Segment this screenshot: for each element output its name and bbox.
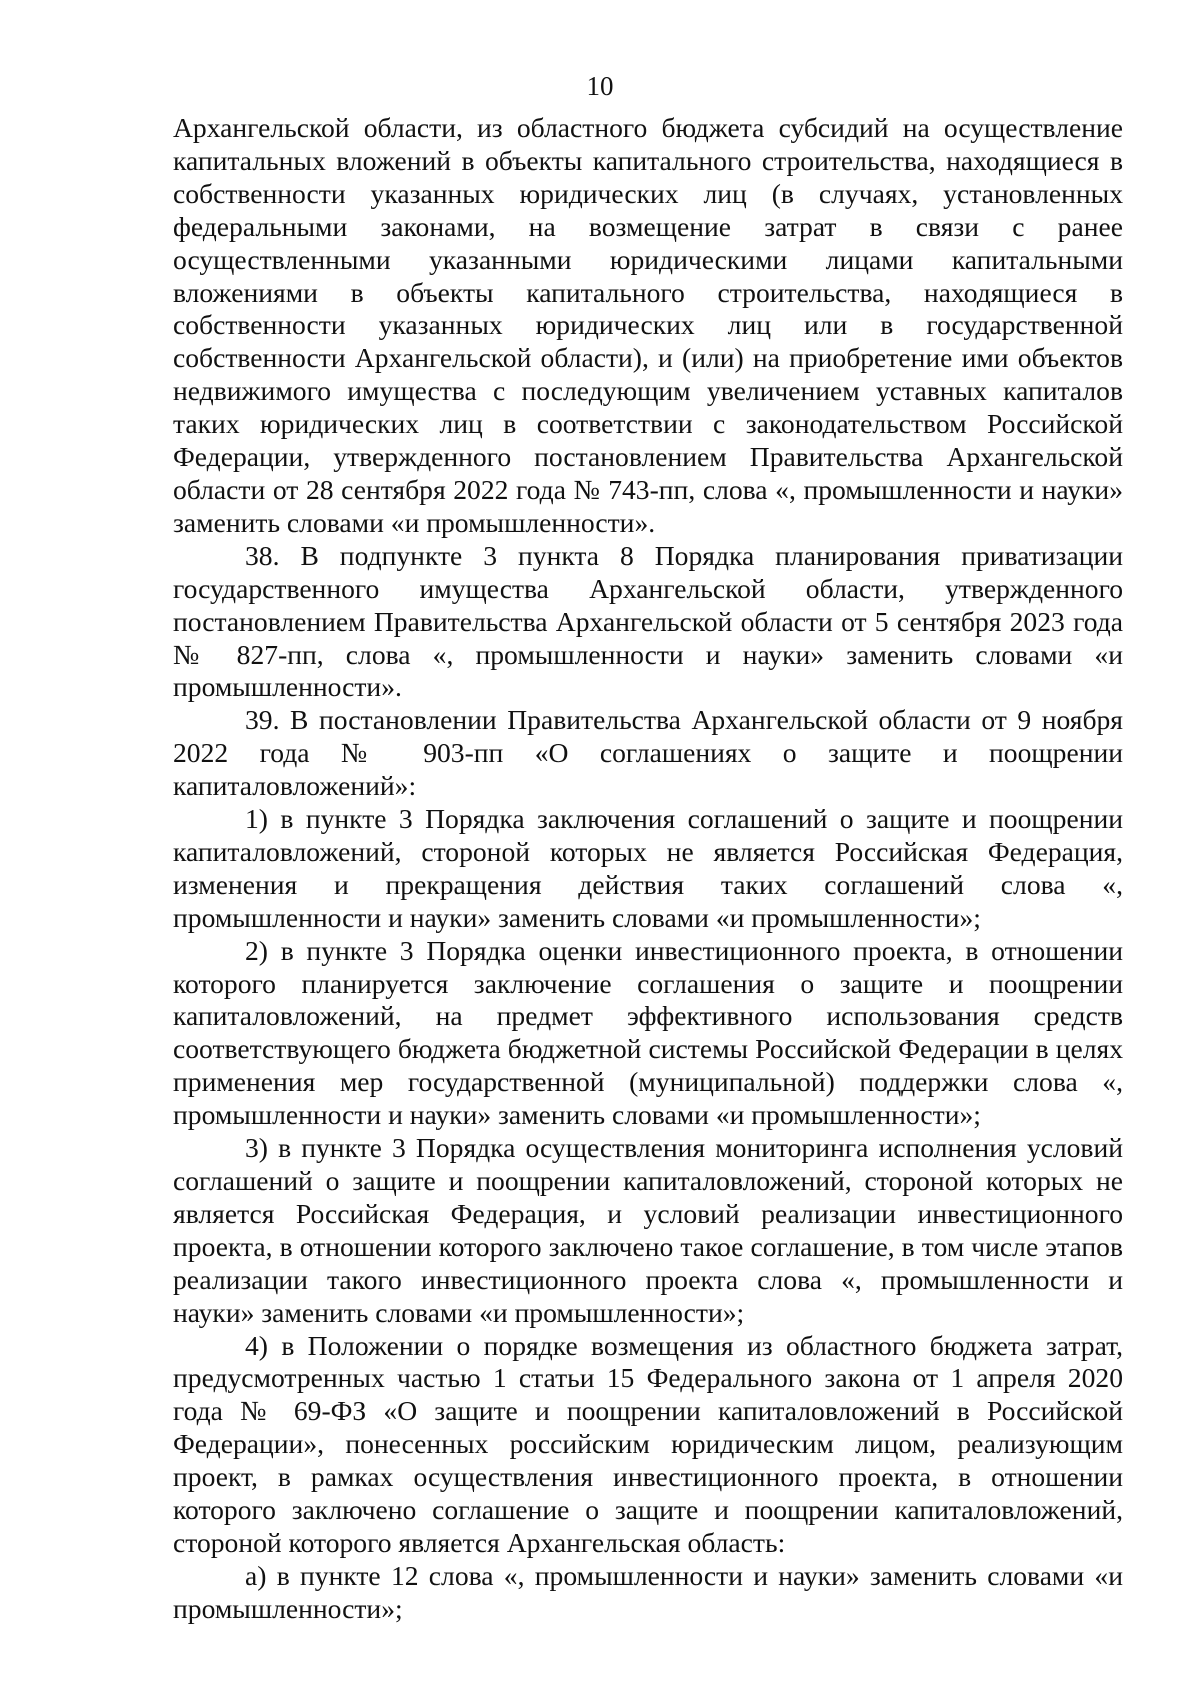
paragraph-subitem-3: 3) в пункте 3 Порядка осуществления мониторинга исполнения условий соглашений о защите и поощрении капиталовложений, стороной которых не является Российская Федерация, и условий реализации инвестиционного проекта, в отношении которого заключено такое соглашение, в том числе этапов реализации такого инвестиционного проекта слова «, промышленности и науки» заменить словами «и промышленности»; (173, 1132, 1123, 1328)
paragraph-subitem-4: 4) в Положении о порядке возмещения из областного бюджета затрат, предусмотренных частью 1 статьи 15 Федерального закона от 1 апреля 2020 года № 69-ФЗ «О защите и поощрении капиталовложений в Российской Федерации», понесенных российским юридическим лицом, реализующим проект, в рамках осуществления инвестиционного проекта, в отношении которого заключено соглашение о защите и поощрении капиталовложений, стороной которого является Архангельская область: (173, 1329, 1123, 1558)
paragraph-subitem-1: 1) в пункте 3 Порядка заключения соглашений о защите и поощрении капиталовложений, стороной которых не является Российская Федерация, изменения и прекращения действия таких соглашений слова «, промышленности и науки» заменить словами «и промышленности»; (173, 803, 1123, 933)
paragraph-item-38: 38. В подпункте 3 пункта 8 Порядка планирования приватизации государственного имущества Архангельской области, утвержденного постановлением Правительства Архангельской области от 5 сентября 2023 года № 827-пп, слова «, промышленности и науки» заменить словами «и промышленности». (173, 539, 1123, 703)
paragraph-subitem-a: а) в пункте 12 слова «, промышленности и науки» заменить словами «и промышленности»; (173, 1559, 1123, 1624)
page-number: 10 (586, 71, 614, 101)
paragraph-item-39: 39. В постановлении Правительства Архангельской области от 9 ноября 2022 года № 903-пп «О соглашениях о защите и поощрении капиталовложений»: (173, 704, 1123, 802)
document-body (173, 112, 1123, 1626)
paragraph-continuation: Архангельской области, из областного бюджета субсидий на осуществление капитальных вложений в объекты капитального строительства, находящиеся в собственности указанных юридических лиц (в случаях, установленных федеральными законами, на возмещение затрат в связи с ранее осуществленными указанными юридическими лицами капитальными вложениями в объекты капитального строительства, находящиеся в собственности указанных юридических лиц или в государственной собственности Архангельской области), и (или) на приобретение ими объектов недвижимого имущества с последующим увеличением уставных капиталов таких юридических лиц в соответствии с законодательством Российской Федерации, утвержденного постановлением Правительства Архангельской области от 28 сентября 2022 года № 743-пп, слова «, промышленности и науки» заменить словами «и промышленности». (173, 112, 1123, 538)
paragraph-subitem-2: 2) в пункте 3 Порядка оценки инвестиционного проекта, в отношении которого планируется заключение соглашения о защите и поощрении капиталовложений, на предмет эффективного использования средств соответствующего бюджета бюджетной системы Российской Федерации в целях применения мер государственной (муниципальной) поддержки слова «, промышленности и науки» заменить словами «и промышленности»; (173, 934, 1123, 1131)
